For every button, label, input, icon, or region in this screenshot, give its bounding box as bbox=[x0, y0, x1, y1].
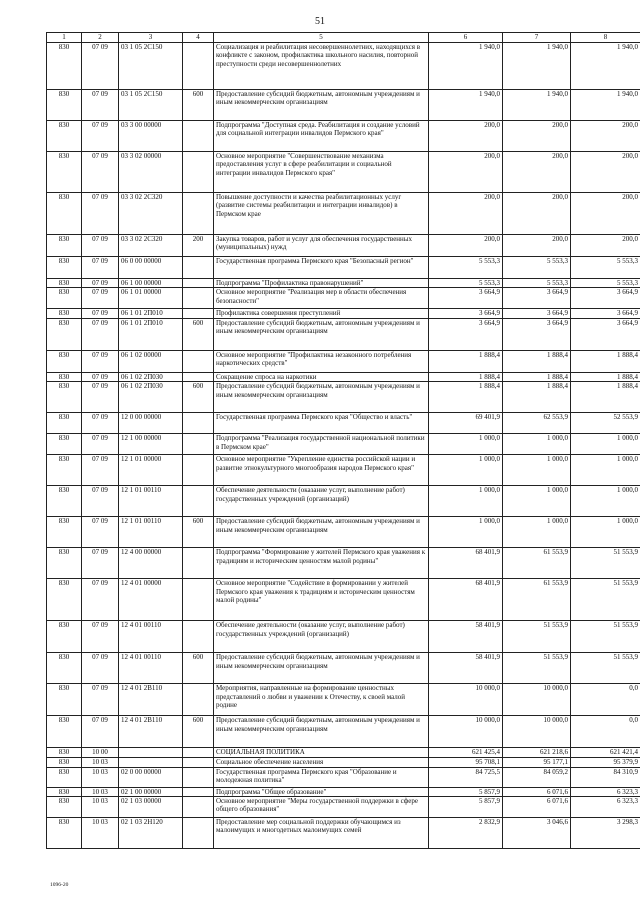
ministry-code-cell: 830 bbox=[47, 279, 82, 288]
amount-year-2-cell: 5 553,3 bbox=[503, 257, 571, 279]
item-name-cell: Подпрограмма "Профилактика правонарушений" bbox=[214, 279, 429, 288]
target-article-code-cell: 12 1 00 00000 bbox=[119, 434, 183, 455]
amount-year-2-cell: 200,0 bbox=[503, 235, 571, 257]
table-row bbox=[47, 653, 640, 684]
column-header: 4 bbox=[183, 33, 214, 43]
ministry-code-cell: 830 bbox=[47, 257, 82, 279]
amount-year-2-cell: 200,0 bbox=[503, 193, 571, 235]
section-code-cell: 07 09 bbox=[82, 372, 119, 381]
table-row bbox=[47, 796, 640, 817]
expense-type-code-cell bbox=[183, 434, 214, 455]
item-name-cell: Подпрограмма "Формирование у жителей Пермского края уважения к традициям и историческим ценностям малой родины" bbox=[214, 548, 429, 579]
expense-type-code-cell bbox=[183, 309, 214, 318]
section-code-cell: 10 00 bbox=[82, 748, 119, 758]
amount-year-2-cell: 3 046,6 bbox=[503, 817, 571, 848]
ministry-code-cell: 830 bbox=[47, 653, 82, 684]
amount-year-1-cell: 5 857,9 bbox=[429, 787, 503, 796]
expense-type-code-cell bbox=[183, 152, 214, 193]
target-article-code-cell: 12 4 01 00110 bbox=[119, 653, 183, 684]
amount-year-1-cell: 5 553,3 bbox=[429, 279, 503, 288]
table-row bbox=[47, 90, 640, 121]
target-article-code-cell: 12 4 01 2В110 bbox=[119, 716, 183, 748]
target-article-code-cell: 12 1 01 00110 bbox=[119, 517, 183, 548]
ministry-code-cell: 830 bbox=[47, 817, 82, 848]
table-row bbox=[47, 548, 640, 579]
amount-year-3-cell: 621 421,4 bbox=[571, 748, 640, 758]
item-name-cell: Подпрограмма "Общее образование" bbox=[214, 787, 429, 796]
ministry-code-cell: 830 bbox=[47, 152, 82, 193]
amount-year-1-cell: 3 664,9 bbox=[429, 288, 503, 309]
amount-year-2-cell: 10 000,0 bbox=[503, 716, 571, 748]
target-article-code-cell: 12 4 00 00000 bbox=[119, 548, 183, 579]
amount-year-2-cell: 1 940,0 bbox=[503, 43, 571, 90]
target-article-code-cell: 06 1 01 2П010 bbox=[119, 318, 183, 350]
expense-type-code-cell bbox=[183, 767, 214, 787]
item-name-cell: Предоставление субсидий бюджетным, автономным учреждениям и иным некоммерческим организациям bbox=[214, 318, 429, 350]
table-row bbox=[47, 382, 640, 413]
section-code-cell: 07 09 bbox=[82, 455, 119, 486]
amount-year-2-cell: 1 888,4 bbox=[503, 382, 571, 413]
target-article-code-cell: 06 1 00 00000 bbox=[119, 279, 183, 288]
target-article-code-cell: 06 1 02 2П030 bbox=[119, 372, 183, 381]
table-row bbox=[47, 579, 640, 621]
expense-type-code-cell: 600 bbox=[183, 517, 214, 548]
expense-type-code-cell bbox=[183, 193, 214, 235]
target-article-code-cell: 12 4 01 00000 bbox=[119, 579, 183, 621]
target-article-code-cell: 06 1 01 2П010 bbox=[119, 309, 183, 318]
section-code-cell: 07 09 bbox=[82, 579, 119, 621]
header-row bbox=[47, 33, 640, 43]
item-name-cell: Предоставление субсидий бюджетным, автономным учреждениям и иным некоммерческим организациям bbox=[214, 716, 429, 748]
target-article-code-cell: 06 0 00 00000 bbox=[119, 257, 183, 279]
target-article-code-cell: 06 1 02 2П030 bbox=[119, 382, 183, 413]
section-code-cell: 10 03 bbox=[82, 758, 119, 767]
ministry-code-cell: 830 bbox=[47, 90, 82, 121]
target-article-code-cell: 03 1 05 2С150 bbox=[119, 90, 183, 121]
amount-year-3-cell: 52 553,9 bbox=[571, 413, 640, 434]
section-code-cell: 07 09 bbox=[82, 548, 119, 579]
amount-year-3-cell: 95 379,9 bbox=[571, 758, 640, 767]
item-name-cell: Повышение доступности и качества реабилитационных услуг (развитие системы реабилитации и интеграции инвалидов) в Пермском крае bbox=[214, 193, 429, 235]
ministry-code-cell: 830 bbox=[47, 787, 82, 796]
table-row bbox=[47, 235, 640, 257]
amount-year-1-cell: 68 401,9 bbox=[429, 579, 503, 621]
item-name-cell: Основное мероприятие "Меры государственной поддержки в сфере общего образования" bbox=[214, 796, 429, 817]
amount-year-2-cell: 3 664,9 bbox=[503, 318, 571, 350]
expense-type-code-cell bbox=[183, 372, 214, 381]
table-row bbox=[47, 350, 640, 372]
amount-year-2-cell: 5 553,3 bbox=[503, 279, 571, 288]
ministry-code-cell: 830 bbox=[47, 288, 82, 309]
amount-year-1-cell: 1 000,0 bbox=[429, 486, 503, 517]
amount-year-3-cell: 1 000,0 bbox=[571, 455, 640, 486]
column-header: 8 bbox=[571, 33, 640, 43]
item-name-cell: СОЦИАЛЬНАЯ ПОЛИТИКА bbox=[214, 748, 429, 758]
amount-year-3-cell: 51 553,9 bbox=[571, 579, 640, 621]
table-row bbox=[47, 455, 640, 486]
target-article-code-cell: 03 3 02 2С320 bbox=[119, 193, 183, 235]
expense-type-code-cell bbox=[183, 787, 214, 796]
amount-year-1-cell: 68 401,9 bbox=[429, 548, 503, 579]
section-code-cell: 07 09 bbox=[82, 235, 119, 257]
amount-year-2-cell: 1 888,4 bbox=[503, 372, 571, 381]
table-header bbox=[47, 33, 640, 43]
amount-year-3-cell: 6 323,3 bbox=[571, 796, 640, 817]
target-article-code-cell: 02 0 00 00000 bbox=[119, 767, 183, 787]
ministry-code-cell: 830 bbox=[47, 382, 82, 413]
ministry-code-cell: 830 bbox=[47, 748, 82, 758]
item-name-cell: Подпрограмма "Реализация государственной национальной политики в Пермском крае" bbox=[214, 434, 429, 455]
amount-year-3-cell: 3 664,9 bbox=[571, 288, 640, 309]
expense-type-code-cell: 600 bbox=[183, 382, 214, 413]
item-name-cell: Обеспечение деятельности (оказание услуг, выполнение работ) государственных учреждений (организаций) bbox=[214, 621, 429, 653]
expense-type-code-cell bbox=[183, 758, 214, 767]
amount-year-1-cell: 10 000,0 bbox=[429, 716, 503, 748]
section-code-cell: 07 09 bbox=[82, 517, 119, 548]
amount-year-1-cell: 10 000,0 bbox=[429, 684, 503, 716]
amount-year-2-cell: 1 940,0 bbox=[503, 90, 571, 121]
expense-type-code-cell: 600 bbox=[183, 318, 214, 350]
amount-year-2-cell: 621 218,6 bbox=[503, 748, 571, 758]
amount-year-3-cell: 84 310,9 bbox=[571, 767, 640, 787]
amount-year-3-cell: 1 940,0 bbox=[571, 43, 640, 90]
expense-type-code-cell: 200 bbox=[183, 235, 214, 257]
amount-year-3-cell: 6 323,3 bbox=[571, 787, 640, 796]
item-name-cell: Социализация и реабилитация несовершеннолетних, находящихся в конфликте с законом, профилактика школьного насилия, повторной преступности среди несовершеннолетних bbox=[214, 43, 429, 90]
column-header: 5 bbox=[214, 33, 429, 43]
amount-year-1-cell: 200,0 bbox=[429, 193, 503, 235]
amount-year-1-cell: 1 000,0 bbox=[429, 455, 503, 486]
column-header: 7 bbox=[503, 33, 571, 43]
table-row bbox=[47, 279, 640, 288]
item-name-cell: Социальное обеспечение населения bbox=[214, 758, 429, 767]
amount-year-1-cell: 1 000,0 bbox=[429, 434, 503, 455]
ministry-code-cell: 830 bbox=[47, 43, 82, 90]
amount-year-3-cell: 200,0 bbox=[571, 193, 640, 235]
expense-type-code-cell bbox=[183, 257, 214, 279]
item-name-cell: Предоставление субсидий бюджетным, автономным учреждениям и иным некоммерческим организациям bbox=[214, 382, 429, 413]
footer-code: 1096-20 bbox=[50, 882, 69, 888]
amount-year-3-cell: 1 888,4 bbox=[571, 382, 640, 413]
target-article-code-cell: 02 1 03 2Н120 bbox=[119, 817, 183, 848]
section-code-cell: 07 09 bbox=[82, 288, 119, 309]
expense-type-code-cell: 600 bbox=[183, 653, 214, 684]
item-name-cell: Государственная программа Пермского края "Образование и молодежная политика" bbox=[214, 767, 429, 787]
amount-year-2-cell: 1 000,0 bbox=[503, 455, 571, 486]
section-code-cell: 07 09 bbox=[82, 716, 119, 748]
section-code-cell: 07 09 bbox=[82, 318, 119, 350]
item-name-cell: Закупка товаров, работ и услуг для обеспечения государственных (муниципальных) нужд bbox=[214, 235, 429, 257]
table-row bbox=[47, 684, 640, 716]
amount-year-1-cell: 5 857,9 bbox=[429, 796, 503, 817]
ministry-code-cell: 830 bbox=[47, 372, 82, 381]
expense-type-code-cell bbox=[183, 548, 214, 579]
ministry-code-cell: 830 bbox=[47, 121, 82, 152]
amount-year-2-cell: 3 664,9 bbox=[503, 309, 571, 318]
target-article-code-cell: 03 3 00 00000 bbox=[119, 121, 183, 152]
section-code-cell: 10 03 bbox=[82, 787, 119, 796]
expense-type-code-cell bbox=[183, 579, 214, 621]
amount-year-3-cell: 3 664,9 bbox=[571, 309, 640, 318]
target-article-code-cell: 02 1 00 00000 bbox=[119, 787, 183, 796]
item-name-cell: Профилактика совершения преступлений bbox=[214, 309, 429, 318]
ministry-code-cell: 830 bbox=[47, 309, 82, 318]
amount-year-3-cell: 1 000,0 bbox=[571, 486, 640, 517]
amount-year-2-cell: 1 000,0 bbox=[503, 434, 571, 455]
amount-year-3-cell: 0,0 bbox=[571, 716, 640, 748]
amount-year-3-cell: 3 298,3 bbox=[571, 817, 640, 848]
amount-year-1-cell: 3 664,9 bbox=[429, 309, 503, 318]
section-code-cell: 07 09 bbox=[82, 486, 119, 517]
section-code-cell: 07 09 bbox=[82, 350, 119, 372]
expense-type-code-cell bbox=[183, 796, 214, 817]
table-row bbox=[47, 787, 640, 796]
target-article-code-cell: 12 1 01 00110 bbox=[119, 486, 183, 517]
table-row bbox=[47, 486, 640, 517]
table-row bbox=[47, 767, 640, 787]
item-name-cell: Основное мероприятие "Содействие в формировании у жителей Пермского края уважения к традициям и историческим ценностям малой родины" bbox=[214, 579, 429, 621]
amount-year-2-cell: 95 177,1 bbox=[503, 758, 571, 767]
amount-year-3-cell: 200,0 bbox=[571, 152, 640, 193]
target-article-code-cell: 02 1 03 00000 bbox=[119, 796, 183, 817]
section-code-cell: 07 09 bbox=[82, 43, 119, 90]
expense-type-code-cell bbox=[183, 621, 214, 653]
ministry-code-cell: 830 bbox=[47, 235, 82, 257]
section-code-cell: 07 09 bbox=[82, 653, 119, 684]
ministry-code-cell: 830 bbox=[47, 455, 82, 486]
item-name-cell: Предоставление субсидий бюджетным, автономным учреждениям и иным некоммерческим организациям bbox=[214, 517, 429, 548]
amount-year-2-cell: 51 553,9 bbox=[503, 621, 571, 653]
table-row bbox=[47, 193, 640, 235]
ministry-code-cell: 830 bbox=[47, 796, 82, 817]
amount-year-3-cell: 5 553,3 bbox=[571, 279, 640, 288]
amount-year-1-cell: 1 888,4 bbox=[429, 372, 503, 381]
ministry-code-cell: 830 bbox=[47, 350, 82, 372]
table-row bbox=[47, 309, 640, 318]
amount-year-2-cell: 200,0 bbox=[503, 152, 571, 193]
section-code-cell: 10 03 bbox=[82, 817, 119, 848]
table-row bbox=[47, 434, 640, 455]
amount-year-1-cell: 200,0 bbox=[429, 235, 503, 257]
expense-type-code-cell bbox=[183, 288, 214, 309]
amount-year-1-cell: 3 664,9 bbox=[429, 318, 503, 350]
amount-year-2-cell: 3 664,9 bbox=[503, 288, 571, 309]
item-name-cell: Основное мероприятие "Профилактика незаконного потребления наркотических средств" bbox=[214, 350, 429, 372]
amount-year-3-cell: 1 888,4 bbox=[571, 372, 640, 381]
table-row bbox=[47, 748, 640, 758]
expense-type-code-cell bbox=[183, 43, 214, 90]
amount-year-1-cell: 1 888,4 bbox=[429, 382, 503, 413]
expense-type-code-cell bbox=[183, 486, 214, 517]
table-row bbox=[47, 716, 640, 748]
ministry-code-cell: 830 bbox=[47, 621, 82, 653]
amount-year-1-cell: 2 832,9 bbox=[429, 817, 503, 848]
expense-type-code-cell: 600 bbox=[183, 716, 214, 748]
amount-year-1-cell: 58 401,9 bbox=[429, 653, 503, 684]
amount-year-3-cell: 5 553,3 bbox=[571, 257, 640, 279]
section-code-cell: 07 09 bbox=[82, 121, 119, 152]
section-code-cell: 07 09 bbox=[82, 684, 119, 716]
amount-year-2-cell: 10 000,0 bbox=[503, 684, 571, 716]
expense-type-code-cell: 600 bbox=[183, 90, 214, 121]
amount-year-3-cell: 51 553,9 bbox=[571, 548, 640, 579]
section-code-cell: 07 09 bbox=[82, 257, 119, 279]
amount-year-2-cell: 1 000,0 bbox=[503, 517, 571, 548]
amount-year-1-cell: 1 888,4 bbox=[429, 350, 503, 372]
ministry-code-cell: 830 bbox=[47, 716, 82, 748]
table-row bbox=[47, 621, 640, 653]
ministry-code-cell: 830 bbox=[47, 193, 82, 235]
amount-year-1-cell: 621 425,4 bbox=[429, 748, 503, 758]
item-name-cell: Предоставление мер социальной поддержки обучающимся из малоимущих и многодетных малоимущих семей bbox=[214, 817, 429, 848]
column-header: 2 bbox=[82, 33, 119, 43]
amount-year-2-cell: 1 000,0 bbox=[503, 486, 571, 517]
column-header: 3 bbox=[119, 33, 183, 43]
ministry-code-cell: 830 bbox=[47, 579, 82, 621]
amount-year-1-cell: 200,0 bbox=[429, 121, 503, 152]
section-code-cell: 07 09 bbox=[82, 413, 119, 434]
item-name-cell: Предоставление субсидий бюджетным, автономным учреждениям и иным некоммерческим организациям bbox=[214, 90, 429, 121]
section-code-cell: 07 09 bbox=[82, 279, 119, 288]
section-code-cell: 07 09 bbox=[82, 152, 119, 193]
target-article-code-cell: 12 0 00 00000 bbox=[119, 413, 183, 434]
table-row bbox=[47, 288, 640, 309]
expense-type-code-cell bbox=[183, 350, 214, 372]
budget-table bbox=[46, 32, 640, 849]
target-article-code-cell: 06 1 02 00000 bbox=[119, 350, 183, 372]
target-article-code-cell: 06 1 01 00000 bbox=[119, 288, 183, 309]
amount-year-3-cell: 200,0 bbox=[571, 121, 640, 152]
amount-year-1-cell: 84 725,5 bbox=[429, 767, 503, 787]
ministry-code-cell: 830 bbox=[47, 684, 82, 716]
table-row bbox=[47, 758, 640, 767]
amount-year-3-cell: 1 000,0 bbox=[571, 517, 640, 548]
ministry-code-cell: 830 bbox=[47, 486, 82, 517]
amount-year-2-cell: 200,0 bbox=[503, 121, 571, 152]
item-name-cell: Государственная программа Пермского края "Общество и власть" bbox=[214, 413, 429, 434]
column-header: 6 bbox=[429, 33, 503, 43]
item-name-cell: Государственная программа Пермского края "Безопасный регион" bbox=[214, 257, 429, 279]
target-article-code-cell: 12 1 01 00000 bbox=[119, 455, 183, 486]
table-row bbox=[47, 817, 640, 848]
item-name-cell: Подпрограмма "Доступная среда. Реабилитация и создание условий для социальной интеграции инвалидов Пермского края" bbox=[214, 121, 429, 152]
item-name-cell: Основное мероприятие "Реализация мер в области обеспечения безопасности" bbox=[214, 288, 429, 309]
item-name-cell: Сокращение спроса на наркотики bbox=[214, 372, 429, 381]
table-row bbox=[47, 121, 640, 152]
ministry-code-cell: 830 bbox=[47, 758, 82, 767]
section-code-cell: 07 09 bbox=[82, 90, 119, 121]
target-article-code-cell: 12 4 01 00110 bbox=[119, 621, 183, 653]
ministry-code-cell: 830 bbox=[47, 413, 82, 434]
amount-year-2-cell: 6 071,6 bbox=[503, 796, 571, 817]
item-name-cell: Мероприятия, направленные на формирование ценностных представлений о любви и уважении к Отечеству, к своей малой родине bbox=[214, 684, 429, 716]
expense-type-code-cell bbox=[183, 684, 214, 716]
ministry-code-cell: 830 bbox=[47, 434, 82, 455]
amount-year-2-cell: 6 071,6 bbox=[503, 787, 571, 796]
expense-type-code-cell bbox=[183, 413, 214, 434]
section-code-cell: 07 09 bbox=[82, 309, 119, 318]
amount-year-3-cell: 1 888,4 bbox=[571, 350, 640, 372]
table-body bbox=[47, 43, 640, 849]
table-row bbox=[47, 413, 640, 434]
amount-year-2-cell: 51 553,9 bbox=[503, 653, 571, 684]
item-name-cell: Основное мероприятие "Укрепление единства российской нации и развитие этнокультурного многообразия народов Пермского края" bbox=[214, 455, 429, 486]
amount-year-1-cell: 1 000,0 bbox=[429, 517, 503, 548]
amount-year-1-cell: 69 401,9 bbox=[429, 413, 503, 434]
page-number: 51 bbox=[315, 16, 325, 27]
ministry-code-cell: 830 bbox=[47, 318, 82, 350]
amount-year-3-cell: 51 553,9 bbox=[571, 653, 640, 684]
amount-year-2-cell: 62 553,9 bbox=[503, 413, 571, 434]
section-code-cell: 07 09 bbox=[82, 193, 119, 235]
table-row bbox=[47, 517, 640, 548]
expense-type-code-cell bbox=[183, 455, 214, 486]
target-article-code-cell: 12 4 01 2В110 bbox=[119, 684, 183, 716]
amount-year-1-cell: 5 553,3 bbox=[429, 257, 503, 279]
amount-year-2-cell: 61 553,9 bbox=[503, 548, 571, 579]
table-row bbox=[47, 372, 640, 381]
amount-year-1-cell: 1 940,0 bbox=[429, 43, 503, 90]
expense-type-code-cell bbox=[183, 817, 214, 848]
table-row bbox=[47, 318, 640, 350]
target-article-code-cell: 03 1 05 2С150 bbox=[119, 43, 183, 90]
amount-year-3-cell: 1 940,0 bbox=[571, 90, 640, 121]
section-code-cell: 07 09 bbox=[82, 382, 119, 413]
column-header: 1 bbox=[47, 33, 82, 43]
target-article-code-cell bbox=[119, 758, 183, 767]
amount-year-3-cell: 0,0 bbox=[571, 684, 640, 716]
section-code-cell: 07 09 bbox=[82, 434, 119, 455]
table-row bbox=[47, 43, 640, 90]
target-article-code-cell bbox=[119, 748, 183, 758]
section-code-cell: 10 03 bbox=[82, 767, 119, 787]
amount-year-1-cell: 200,0 bbox=[429, 152, 503, 193]
amount-year-1-cell: 1 940,0 bbox=[429, 90, 503, 121]
expense-type-code-cell bbox=[183, 748, 214, 758]
amount-year-3-cell: 1 000,0 bbox=[571, 434, 640, 455]
item-name-cell: Основное мероприятие "Совершенствование механизма предоставления услуг в сфере реабилитации и социальной интеграции инвалидов Пермского края" bbox=[214, 152, 429, 193]
section-code-cell: 10 03 bbox=[82, 796, 119, 817]
target-article-code-cell: 03 3 02 00000 bbox=[119, 152, 183, 193]
amount-year-2-cell: 1 888,4 bbox=[503, 350, 571, 372]
amount-year-2-cell: 84 059,2 bbox=[503, 767, 571, 787]
table-row bbox=[47, 152, 640, 193]
target-article-code-cell: 03 3 02 2С320 bbox=[119, 235, 183, 257]
ministry-code-cell: 830 bbox=[47, 548, 82, 579]
expense-type-code-cell bbox=[183, 121, 214, 152]
amount-year-1-cell: 95 708,1 bbox=[429, 758, 503, 767]
amount-year-3-cell: 51 553,9 bbox=[571, 621, 640, 653]
item-name-cell: Обеспечение деятельности (оказание услуг, выполнение работ) государственных учреждений (организаций) bbox=[214, 486, 429, 517]
section-code-cell: 07 09 bbox=[82, 621, 119, 653]
item-name-cell: Предоставление субсидий бюджетным, автономным учреждениям и иным некоммерческим организациям bbox=[214, 653, 429, 684]
amount-year-1-cell: 58 401,9 bbox=[429, 621, 503, 653]
ministry-code-cell: 830 bbox=[47, 517, 82, 548]
ministry-code-cell: 830 bbox=[47, 767, 82, 787]
expense-type-code-cell bbox=[183, 279, 214, 288]
amount-year-3-cell: 200,0 bbox=[571, 235, 640, 257]
amount-year-2-cell: 61 553,9 bbox=[503, 579, 571, 621]
table-row bbox=[47, 257, 640, 279]
amount-year-3-cell: 3 664,9 bbox=[571, 318, 640, 350]
